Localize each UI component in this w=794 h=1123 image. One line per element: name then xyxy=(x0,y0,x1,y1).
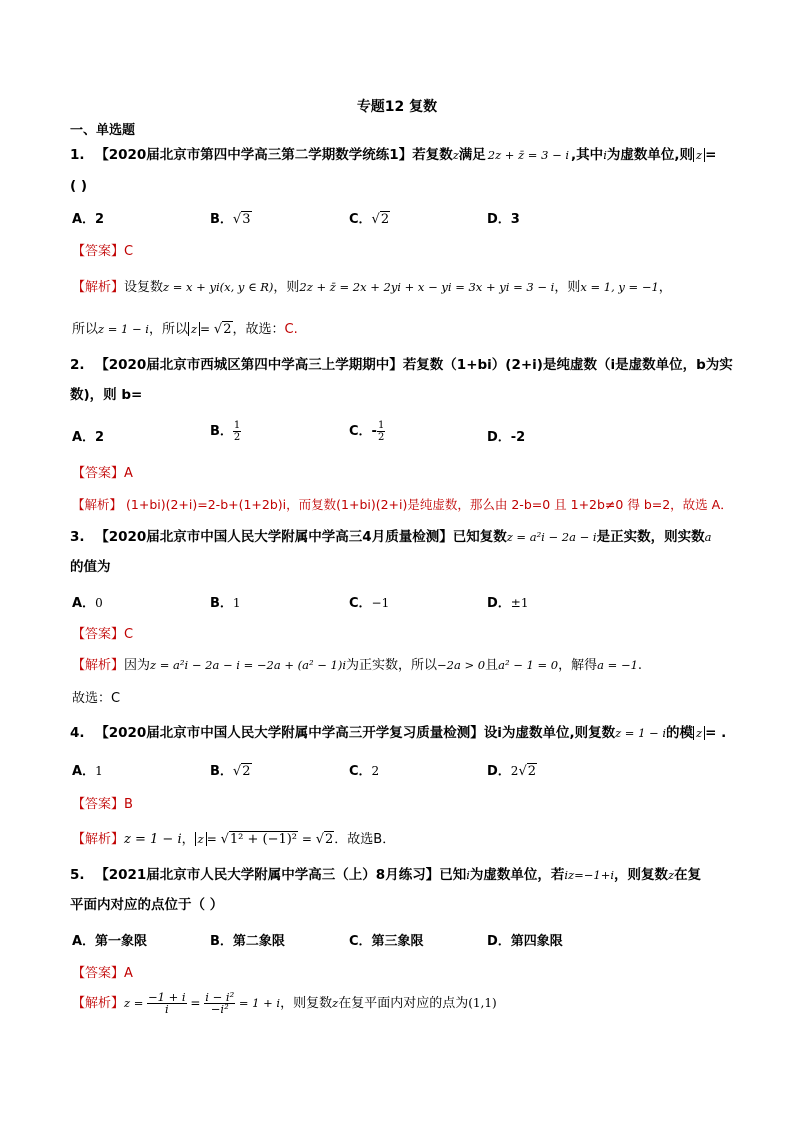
math-var: i xyxy=(466,868,470,882)
option-b: B．√3 xyxy=(210,212,251,227)
math-equation: 2z + z̄ = 3 − i xyxy=(487,148,570,162)
question-text: 若复数 xyxy=(412,147,453,163)
option-c: C．第三象限 xyxy=(349,934,424,949)
option-a: A．2 xyxy=(72,212,105,227)
question-text: = . xyxy=(705,725,727,741)
question-text: 满足 xyxy=(458,147,486,163)
question-number: 2. xyxy=(70,357,85,373)
analysis-line-2: 故选：C xyxy=(72,691,121,706)
option-d: D．±1 xyxy=(487,596,529,611)
question-4 xyxy=(70,724,726,742)
question-2-cont: 数)，则 b= xyxy=(70,387,143,403)
math-equation: z = 1 − i xyxy=(615,726,667,740)
question-5 xyxy=(70,866,701,884)
math-modulus: z xyxy=(693,726,705,740)
question-3 xyxy=(70,528,711,546)
question-source: 【2020届北京市中国人民大学附属中学高三开学复习质量检测】 xyxy=(95,725,484,741)
question-number: 3. xyxy=(70,529,85,545)
option-d: D．第四象限 xyxy=(487,934,563,949)
answer-line: 【答案】A xyxy=(72,466,133,481)
option-b: B． $\frac{1}{2}$ xyxy=(210,420,241,443)
question-number: 5. xyxy=(70,867,85,883)
answer-line: 【答案】B xyxy=(72,797,133,812)
math-var: z xyxy=(668,868,675,882)
option-a: A．2 xyxy=(72,430,105,445)
analysis-line: 【解析】z = $\frac{-1 + i}{i}$ = $\frac{\text{i − i²}}{\text{−i²}}$ = 1 + i，则复数z在复平面内对应的点为(1,1) xyxy=(72,990,497,1016)
question-text: ,其中 xyxy=(571,147,604,163)
option-a: A．0 xyxy=(72,596,103,611)
question-source: 【2020届北京市第四中学高三第二学期数学统练1】 xyxy=(95,147,413,163)
question-text: 为虚数单位,则 xyxy=(606,147,694,163)
option-b: B．√2 xyxy=(210,764,251,779)
math-modulus: z xyxy=(693,148,705,162)
question-1 xyxy=(70,146,716,164)
question-text: ，则复数 xyxy=(614,867,669,883)
option-d: D．-2 xyxy=(487,430,526,445)
answer-line: 【答案】A xyxy=(72,966,133,981)
math-var: i xyxy=(603,148,607,162)
question-text: 为虚数单位，若 xyxy=(469,867,565,883)
answer-paren: ( ) xyxy=(70,178,88,194)
option-b: B．1 xyxy=(210,596,241,611)
option-d: D．3 xyxy=(487,212,520,227)
option-b: B．第二象限 xyxy=(210,934,285,949)
question-number: 1. xyxy=(70,147,85,163)
question-text: 设i为虚数单位,则复数 xyxy=(483,725,616,741)
question-text: = xyxy=(705,147,717,163)
math-var: z xyxy=(452,148,459,162)
question-number: 4. xyxy=(70,725,85,741)
option-c: C．2 xyxy=(349,764,380,779)
option-c: C．- $\frac{1}{2}$ xyxy=(349,420,385,443)
analysis-line-2: 所以z = 1 − i，所以 z = √2，故选：C. xyxy=(72,322,298,337)
math-equation: iz=−1+i xyxy=(564,868,615,882)
question-2 xyxy=(70,356,733,374)
question-source: 【2020届北京市西城区第四中学高三上学期期中】 xyxy=(95,357,403,373)
option-c: C．√2 xyxy=(349,212,390,227)
analysis-line: 【解析】z = 1 − i， z = √1² + (−1)² = √2．故选B． xyxy=(72,832,396,847)
question-3-cont: 的值为 xyxy=(70,559,111,575)
answer-line: 【答案】C xyxy=(72,627,134,642)
question-text: 是正实数，则实数 xyxy=(596,529,705,545)
question-text: 若复数（1+bi）(2+i)是纯虚数（i是虚数单位，b为实 xyxy=(402,357,733,373)
question-source: 【2020届北京市中国人民大学附属中学高三4月质量检测】 xyxy=(95,529,453,545)
question-text: 已知 xyxy=(439,867,467,883)
question-text: 的模 xyxy=(666,725,694,741)
question-text: 已知复数 xyxy=(452,529,507,545)
math-equation: z = a²i − 2a − i xyxy=(506,530,597,544)
math-var: a xyxy=(704,530,712,544)
option-d: D．2√2 xyxy=(487,764,537,779)
option-c: C．−1 xyxy=(349,596,390,611)
page-title: 专题12 复数 xyxy=(356,99,438,115)
question-5-cont: 平面内对应的点位于（ ） xyxy=(70,897,224,913)
analysis-line: 【解析】 (1+bi)(2+i)=2-b+(1+2b)i，而复数(1+bi)(2+i)是纯虚数，那么由 2-b=0 且 1+2b≠0 得 b=2，故选 A． xyxy=(72,497,733,512)
question-source: 【2021届北京市人民大学附属中学高三（上）8月练习】 xyxy=(95,867,440,883)
option-a: A．1 xyxy=(72,764,103,779)
question-text: 在复 xyxy=(674,867,702,883)
section-heading: 一、单选题 xyxy=(70,123,136,138)
option-a: A．第一象限 xyxy=(72,934,148,949)
analysis-line: 【解析】设复数z = x + yi(x, y ∈ R)，则2z + z̄ = 2x + 2yi + x − yi = 3x + yi = 3 − i，则x = 1, y = −1， xyxy=(72,280,672,295)
analysis-line: 【解析】因为z = a²i − 2a − i = −2a + (a² − 1)i为正实数，所以−2a > 0且a² − 1 = 0，解得a = −1. xyxy=(72,658,643,673)
answer-line: 【答案】C xyxy=(72,244,134,259)
